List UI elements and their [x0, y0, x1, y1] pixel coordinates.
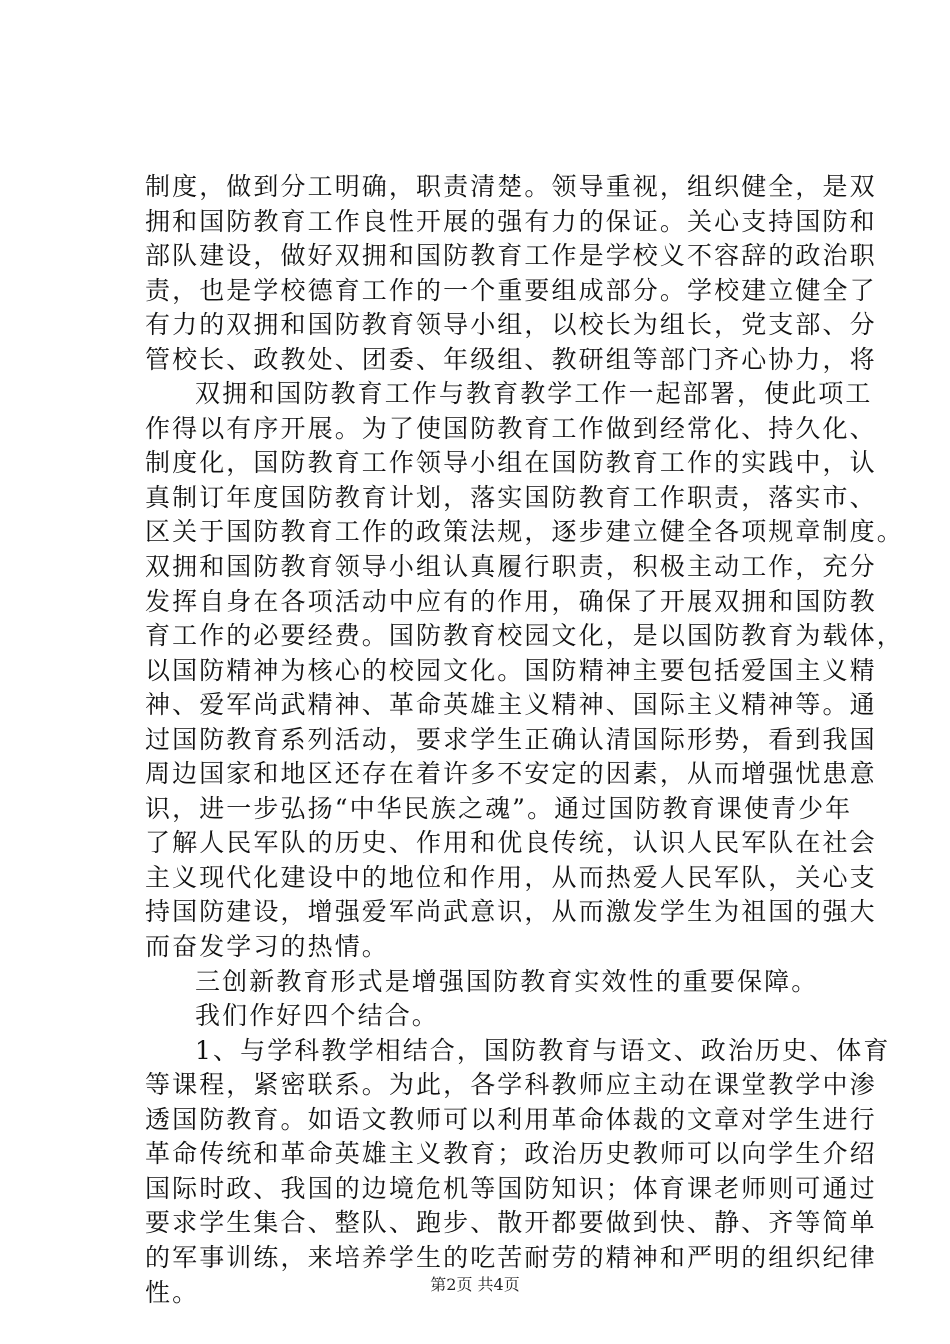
text-line: 制度，做到分工明确，职责清楚。领导重视，组织健全，是双	[145, 172, 877, 201]
text-line: 过国防教育系列活动，要求学生正确认清国际形势，看到我国	[145, 724, 877, 754]
text-line: 育工作的必要经费。国防教育校园文化，是以国防教育为载体，	[145, 621, 904, 651]
text-line: 性。	[145, 1277, 200, 1307]
text-line: 部队建设，做好双拥和国防教育工作是学校义不容辞的政治职	[145, 241, 877, 271]
text-line: 了解人民军队的历史、作用和优良传统，认识人民军队在社会	[145, 828, 877, 858]
text-line: 管校长、政教处、团委、年级组、教研组等部门齐心协力，将	[145, 344, 877, 374]
text-line: 制度化，国防教育工作领导小组在国防教育工作的实践中，认	[145, 448, 877, 478]
text-line: 拥和国防教育工作良性开展的强有力的保证。关心支持国防和	[145, 206, 877, 236]
text-line: 1、与学科教学相结合，国防教育与语文、政治历史、体育	[195, 1035, 891, 1065]
text-line: 发挥自身在各项活动中应有的作用，确保了开展双拥和国防教	[145, 586, 877, 616]
text-line: 周边国家和地区还存在着许多不安定的因素，从而增强忧患意	[145, 759, 877, 789]
text-line: 持国防建设，增强爱军尚武意识，从而激发学生为祖国的强大	[145, 897, 877, 927]
text-line: 区关于国防教育工作的政策法规，逐步建立健全各项规章制度。	[145, 517, 904, 547]
text-line: 我们作好四个结合。	[195, 1001, 439, 1031]
text-line: 等课程，紧密联系。为此，各学科教师应主动在课堂教学中渗	[145, 1070, 877, 1100]
text-line: 而奋发学习的热情。	[145, 932, 389, 962]
body-text	[145, 170, 904, 1310]
text-line: 的军事训练，来培养学生的吃苦耐劳的精神和严明的组织纪律	[145, 1242, 877, 1272]
text-line: 要求学生集合、整队、跑步、散开都要做到快、静、齐等简单	[145, 1208, 877, 1238]
text-line: 革命传统和革命英雄主义教育；政治历史教师可以向学生介绍	[145, 1139, 877, 1169]
text-line: 有力的双拥和国防教育领导小组，以校长为组长，党支部、分	[145, 310, 877, 340]
text-line: 作得以有序开展。为了使国防教育工作做到经常化、持久化、	[145, 413, 877, 443]
text-line: 三创新教育形式是增强国防教育实效性的重要保障。	[195, 966, 819, 996]
text-line: 责，也是学校德育工作的一个重要组成部分。学校建立健全了	[145, 275, 877, 305]
text-line: 神、爱军尚武精神、革命英雄主义精神、国际主义精神等。通	[145, 690, 877, 720]
text-line: 双拥和国防教育工作与教育教学工作一起部署，使此项工	[195, 379, 873, 409]
text-line: 主义现代化建设中的地位和作用，从而热爱人民军队，关心支	[145, 862, 877, 892]
text-line: 国际时政、我国的边境危机等国防知识；体育课老师则可通过	[145, 1173, 877, 1203]
text-line: 识，进一步弘扬“中华民族之魂”。通过国防教育课使青少年	[145, 793, 853, 823]
text-line: 真制订年度国防教育计划，落实国防教育工作职责，落实市、	[145, 482, 877, 512]
text-line: 透国防教育。如语文教师可以利用革命体裁的文章对学生进行	[145, 1104, 877, 1134]
text-line: 以国防精神为核心的校园文化。国防精神主要包括爱国主义精	[145, 655, 877, 685]
text-line: 双拥和国防教育领导小组认真履行职责，积极主动工作，充分	[145, 552, 877, 582]
page-footer: 第2页 共4页	[430, 1275, 520, 1294]
